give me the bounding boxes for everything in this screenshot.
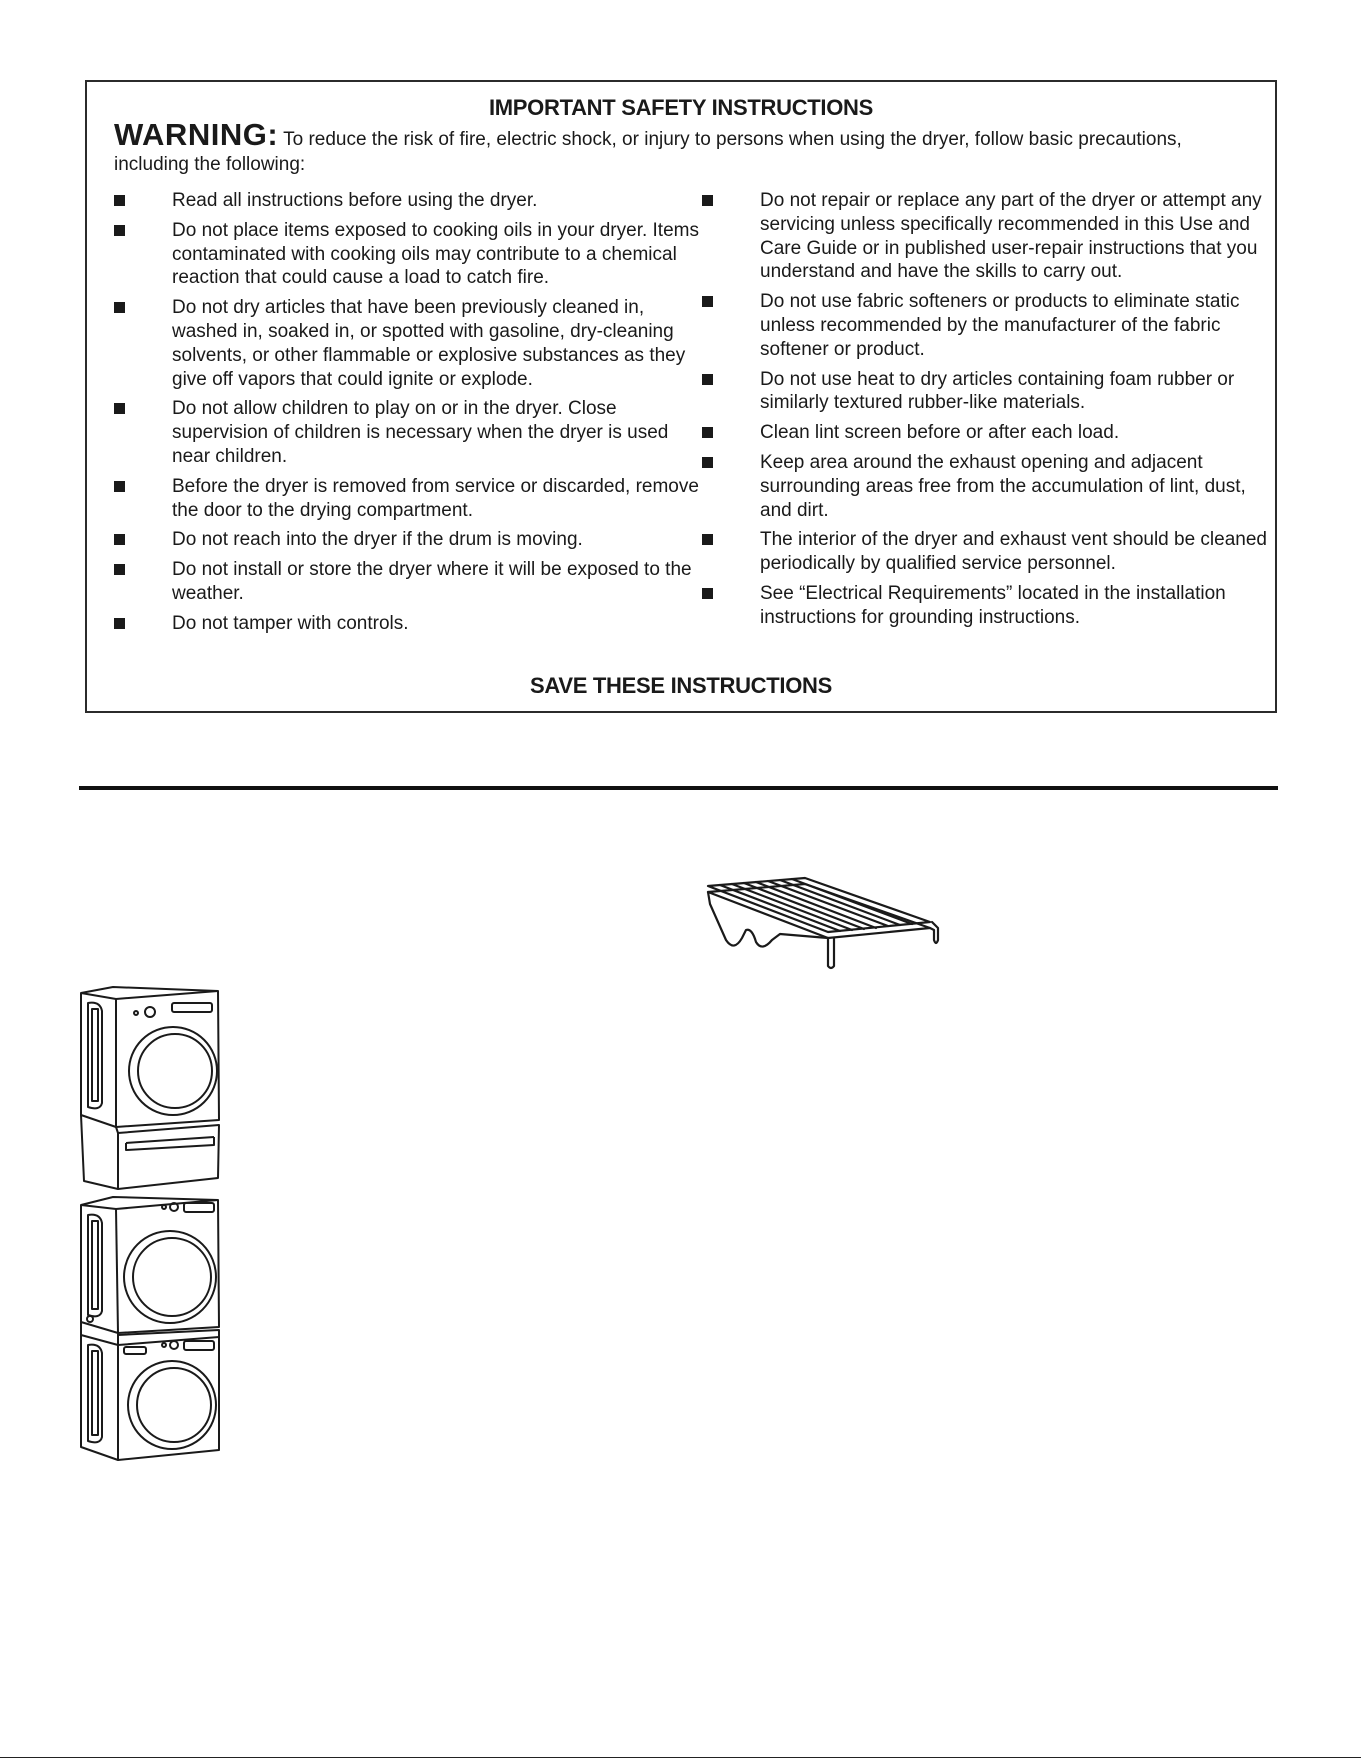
square-bullet-icon <box>702 588 713 599</box>
safety-instructions-box <box>85 80 1277 713</box>
list-item: Read all instructions before using the dryer. <box>114 189 704 213</box>
square-bullet-icon <box>114 534 125 545</box>
page-bottom-rule <box>0 1757 1361 1758</box>
list-item: Do not install or store the dryer where it will be exposed to the weather. <box>114 558 704 606</box>
square-bullet-icon <box>702 374 713 385</box>
warning-statement <box>114 117 1255 177</box>
square-bullet-icon <box>702 296 713 307</box>
safety-list-left <box>114 189 704 642</box>
square-bullet-icon <box>114 225 125 236</box>
square-bullet-icon <box>702 427 713 438</box>
square-bullet-icon <box>114 403 125 414</box>
list-item: Do not reach into the dryer if the drum is moving. <box>114 528 704 552</box>
square-bullet-icon <box>114 481 125 492</box>
list-item: The interior of the dryer and exhaust vent should be cleaned periodically by qualified service personnel. <box>702 528 1282 576</box>
dryer-on-pedestal-icon <box>78 985 228 1190</box>
list-item: Do not tamper with controls. <box>114 612 704 636</box>
list-item: Do not allow children to play on or in the dryer. Close supervision of children is necessary when the dryer is used near children. <box>114 397 704 468</box>
square-bullet-icon <box>114 618 125 629</box>
list-item: Before the dryer is removed from service or discarded, remove the door to the drying compartment. <box>114 475 704 523</box>
section-divider <box>79 786 1278 790</box>
stacked-dryer-washer-icon <box>78 1195 228 1465</box>
warning-text: To reduce the risk of fire, electric shock, or injury to persons when using the dryer, follow basic precautions, including the following: <box>114 129 1182 175</box>
safety-title: IMPORTANT SAFETY INSTRUCTIONS <box>488 95 874 120</box>
square-bullet-icon <box>114 195 125 206</box>
square-bullet-icon <box>702 195 713 206</box>
save-instructions-title: SAVE THESE INSTRUCTIONS <box>530 673 832 698</box>
warning-label: WARNING: <box>114 117 279 152</box>
list-item: Do not repair or replace any part of the dryer or attempt any servicing unless specifically recommended in this Use and Care Guide or in published user-repair instructions that you understand and have the skills to carry out. <box>702 189 1282 284</box>
square-bullet-icon <box>702 534 713 545</box>
list-item: Do not use heat to dry articles containing foam rubber or similarly textured rubber-like materials. <box>702 368 1282 416</box>
list-item: See “Electrical Requirements” located in the installation instructions for grounding instructions. <box>702 582 1282 630</box>
list-item: Do not use fabric softeners or products to eliminate static unless recommended by the manufacturer of the fabric softener or product. <box>702 290 1282 361</box>
square-bullet-icon <box>114 302 125 313</box>
square-bullet-icon <box>114 564 125 575</box>
list-item: Do not place items exposed to cooking oils in your dryer. Items contaminated with cooking oils may contribute to a chemical reaction that could cause a load to catch fire. <box>114 219 704 290</box>
list-item: Keep area around the exhaust opening and adjacent surrounding areas free from the accumulation of lint, dust, and dirt. <box>702 451 1282 522</box>
drying-rack-icon <box>700 870 950 985</box>
square-bullet-icon <box>702 457 713 468</box>
safety-list-right <box>702 189 1282 636</box>
list-item: Do not dry articles that have been previously cleaned in, washed in, soaked in, or spotted with gasoline, dry-cleaning solvents, or other flammable or explosive substances as they give off vapors that could ignite or explode. <box>114 296 704 391</box>
list-item: Clean lint screen before or after each load. <box>702 421 1282 445</box>
